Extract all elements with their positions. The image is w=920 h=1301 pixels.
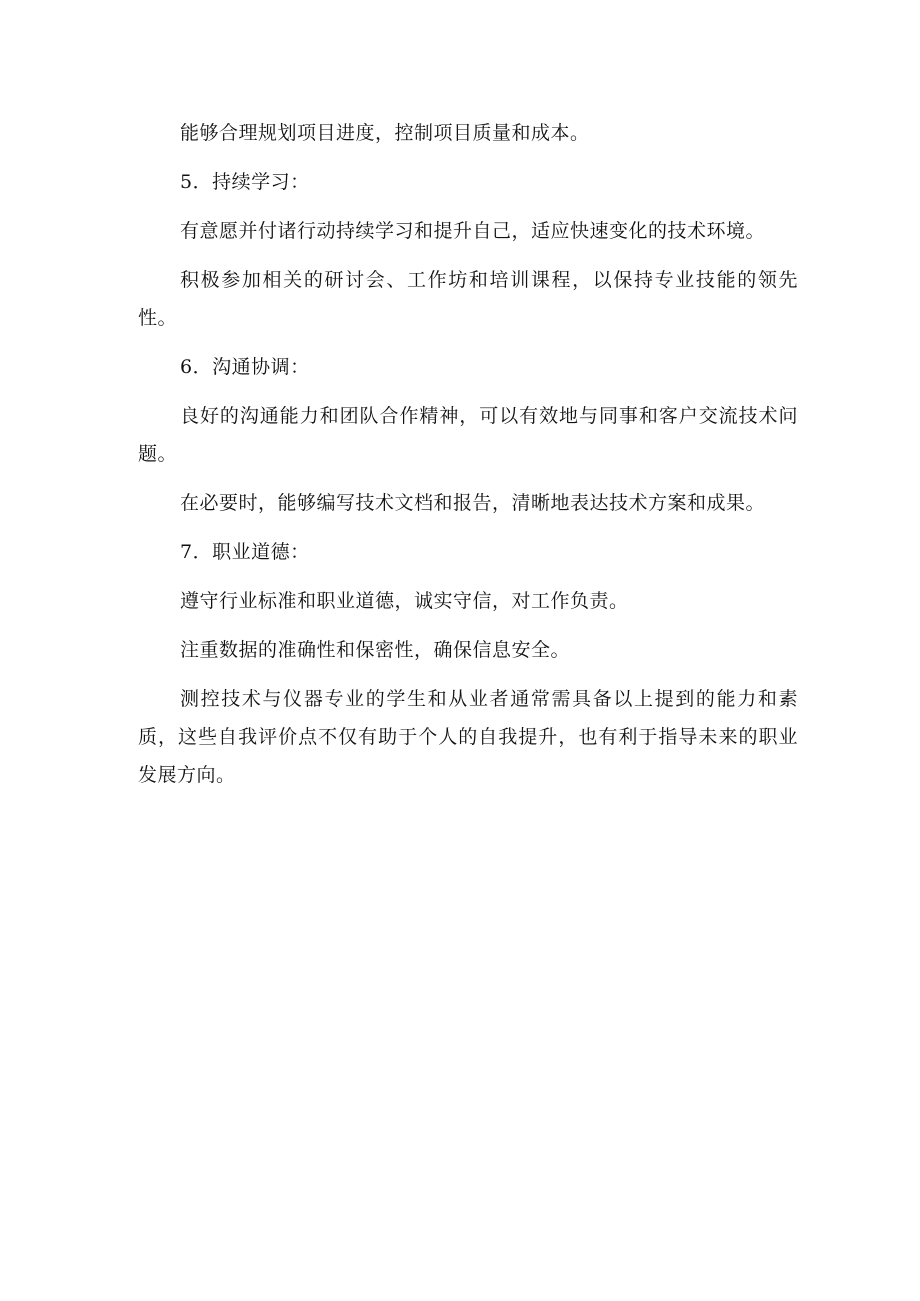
paragraph-ethics-data: 注重数据的准确性和保密性，确保信息安全。 bbox=[180, 639, 571, 661]
paragraph-ethics-standards: 遵守行业标准和职业道德，诚实守信，对工作负责。 bbox=[180, 590, 629, 612]
paragraph-learning-seminars: 积极参加相关的研讨会、工作坊和培训课程，以保持专业技能的领先性。 bbox=[138, 269, 798, 329]
paragraph-communication-teamwork: 良好的沟通能力和团队合作精神，可以有效地与同事和客户交流技术问题。 bbox=[138, 405, 798, 465]
heading-communication: 6．沟通协调： bbox=[180, 356, 310, 378]
paragraph-communication-documents: 在必要时，能够编写技术文档和报告，清晰地表达技术方案和成果。 bbox=[180, 492, 766, 514]
paragraph-project-planning: 能够合理规划项目进度，控制项目质量和成本。 bbox=[180, 122, 590, 144]
heading-professional-ethics: 7．职业道德： bbox=[180, 541, 310, 563]
heading-continuous-learning: 5．持续学习： bbox=[180, 171, 310, 193]
paragraph-learning-willingness: 有意愿并付诸行动持续学习和提升自己，适应快速变化的技术环境。 bbox=[180, 220, 766, 242]
paragraph-conclusion: 测控技术与仪器专业的学生和从业者通常需具备以上提到的能力和素质，这些自我评价点不仅有助于个人的自我提升，也有利于指导未来的职业发展方向。 bbox=[138, 688, 798, 786]
document-body bbox=[138, 114, 798, 794]
